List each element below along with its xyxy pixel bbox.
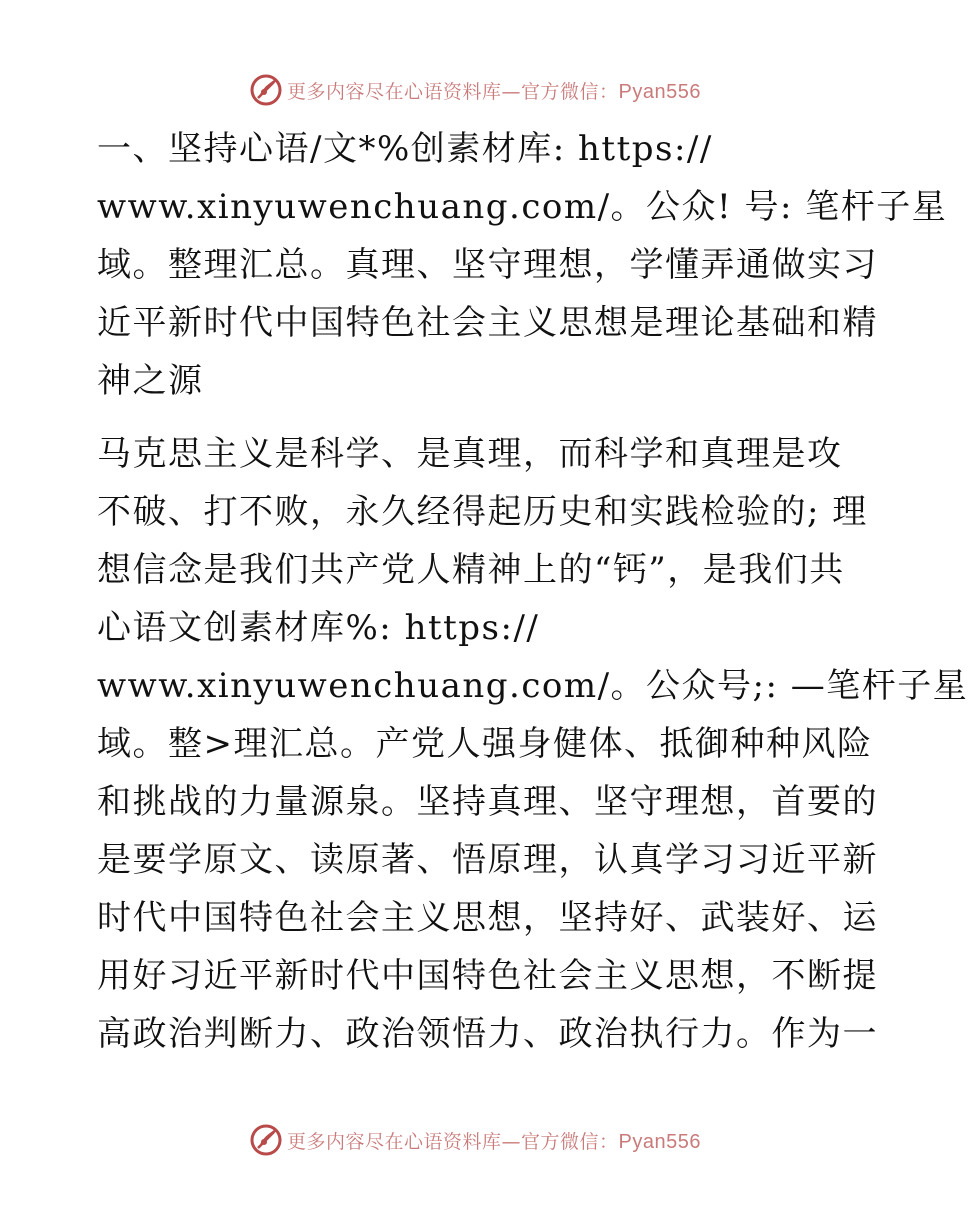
text-line: 域。整>理汇总。产党人强身健体、抵御种种风险 [97,724,873,764]
paragraph-2 [97,425,968,1063]
document-body [97,120,968,1063]
watermark-text: 更多内容尽在心语资料库—官方微信：Pyan556 [287,1130,701,1153]
text-line: 时代中国特色社会主义思想，坚持好、武装好、运 [97,898,878,938]
text-line: 是要学原文、读原著、悟原理，认真学习习近平新 [97,840,878,880]
text-line: 马克思主义是科学、是真理，而科学和真理是攻 [97,434,843,474]
text-line: 一、坚持心语/文*%创素材库: https:// [97,129,713,169]
paragraph-spacer [97,410,857,425]
feather-logo-icon [249,73,283,107]
text-line: 想信念是我们共产党人精神上的“钙”，是我们共 [97,550,845,590]
text-line: www.xinyuwenchuang.com/。公众号;: —笔杆子星 [97,666,968,706]
text-line: 近平新时代中国特色社会主义思想是理论基础和精 [97,303,878,343]
text-line: 用好习近平新时代中国特色社会主义思想，不断提 [97,956,878,996]
text-line: 高政治判断力、政治领悟力、政治执行力。作为一 [97,1014,878,1054]
paragraph-1 [97,120,948,410]
text-line: 和挑战的力量源泉。坚持真理、坚守理想，首要的 [97,782,878,822]
feather-logo-icon [249,1123,283,1157]
footer-watermark [0,1120,950,1160]
text-line: www.xinyuwenchuang.com/。公众! 号: 笔杆子星 [97,187,948,227]
text-line: 不破、打不败，永久经得起历史和实践检验的; 理 [97,492,868,532]
text-line: 神之源 [97,361,204,401]
text-line: 心语文创素材库%: https:// [97,608,540,648]
text-line: 域。整理汇总。真理、坚守理想，学懂弄通做实习 [97,245,878,285]
watermark-text: 更多内容尽在心语资料库—官方微信：Pyan556 [287,80,701,103]
header-watermark [0,70,950,110]
